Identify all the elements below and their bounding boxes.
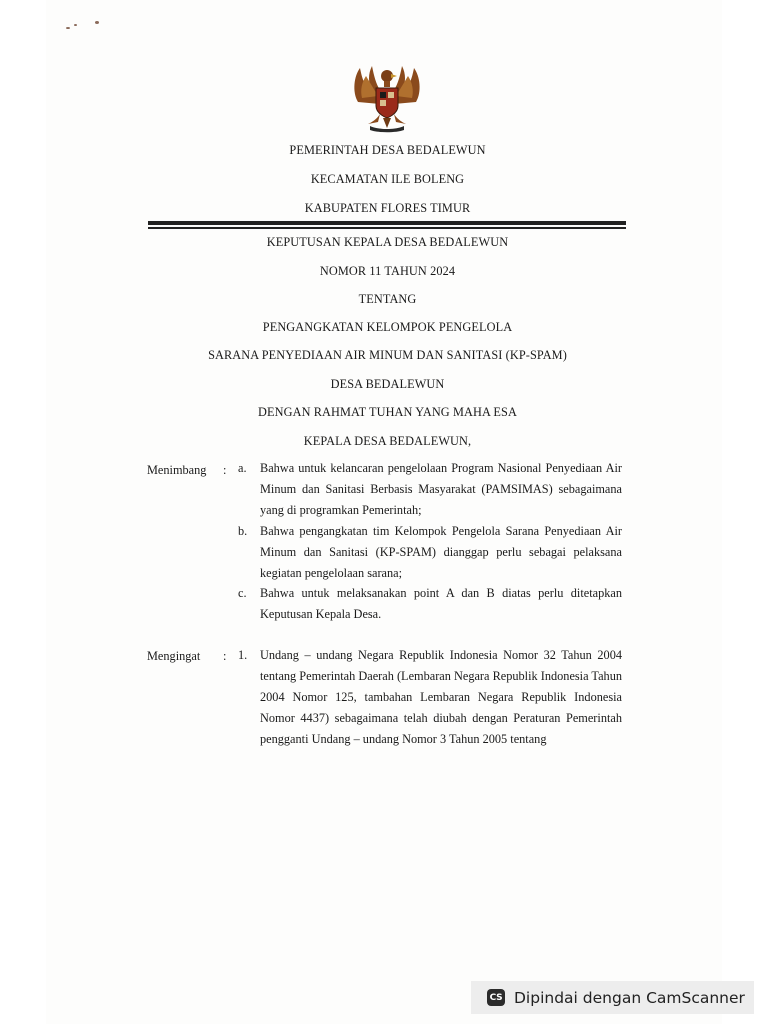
scan-speck (66, 27, 70, 29)
scan-speck (95, 21, 99, 24)
decree-number: NOMOR 11 TAHUN 2024 (319, 264, 456, 278)
decree-subject-line1: PENGANGKATAN KELOMPOK PENGELOLA (262, 320, 513, 334)
regency-name: KABUPATEN FLORES TIMUR (304, 201, 471, 215)
consideration-marker: c. (238, 586, 247, 600)
decree-subject-line3: DESA BEDALEWUN (330, 377, 445, 391)
camscanner-logo-icon: CS (487, 989, 505, 1006)
decree-title: KEPUTUSAN KEPALA DESA BEDALEWUN (266, 235, 509, 249)
legal-basis-item: Undang – undang Negara Republik Indonesia Nomor 32 Tahun 2004 tentang Pemerintah Daerah (Lembaran Negara Republik Indonesia Tahun 2004 Nomor 125, tambahan Lembaran Negara Republik Indonesia Nomor 4437) sebagaimana telah diubah dengan Peraturan Pemerintah pengganti Undang – undang Nomor 3 Tahun 2005 tentang (260, 648, 622, 746)
menimbang-colon: : (223, 463, 227, 477)
consideration-item: Bahwa pengangkatan tim Kelompok Pengelola Sarana Penyediaan Air Minum dan Sanitasi (KP-SPAM) dianggap perlu sebagai pelaksana kegiatan pengelolaan sarana; (260, 524, 622, 580)
consideration-marker: b. (238, 524, 248, 538)
decree-subject-line2: SARANA PENYEDIAAN AIR MINUM DAN SANITASI (KP-SPAM) (208, 348, 567, 362)
menimbang-label: Menimbang (147, 463, 207, 477)
issuer-title: KEPALA DESA BEDALEWUN, (303, 434, 472, 448)
consideration-item: Bahwa untuk melaksanakan point A dan B diatas perlu ditetapkan Keputusan Kepala Desa. (260, 586, 622, 621)
government-name: PEMERINTAH DESA BEDALEWUN (289, 143, 486, 157)
camscanner-watermark (471, 981, 754, 1014)
scan-speck (74, 24, 77, 26)
consideration-marker: a. (238, 461, 247, 475)
legal-basis-marker: 1. (238, 648, 248, 662)
mengingat-colon: : (223, 649, 227, 663)
consideration-item: Bahwa untuk kelancaran pengelolaan Program Nasional Penyediaan Air Minum dan Sanitasi Berbasis Masyarakat (PAMSIMAS) sebagaimana yang di programkan Pemerintah; (260, 461, 622, 517)
mengingat-label: Mengingat (147, 649, 201, 663)
district-name: KECAMATAN ILE BOLENG (310, 172, 465, 186)
garuda-emblem-icon (350, 62, 424, 134)
decree-about: TENTANG (358, 292, 417, 306)
header-rule-thin (148, 227, 626, 229)
watermark-text: Dipindai dengan CamScanner (514, 988, 745, 1007)
invocation: DENGAN RAHMAT TUHAN YANG MAHA ESA (258, 405, 517, 419)
header-rule-thick (148, 221, 626, 225)
